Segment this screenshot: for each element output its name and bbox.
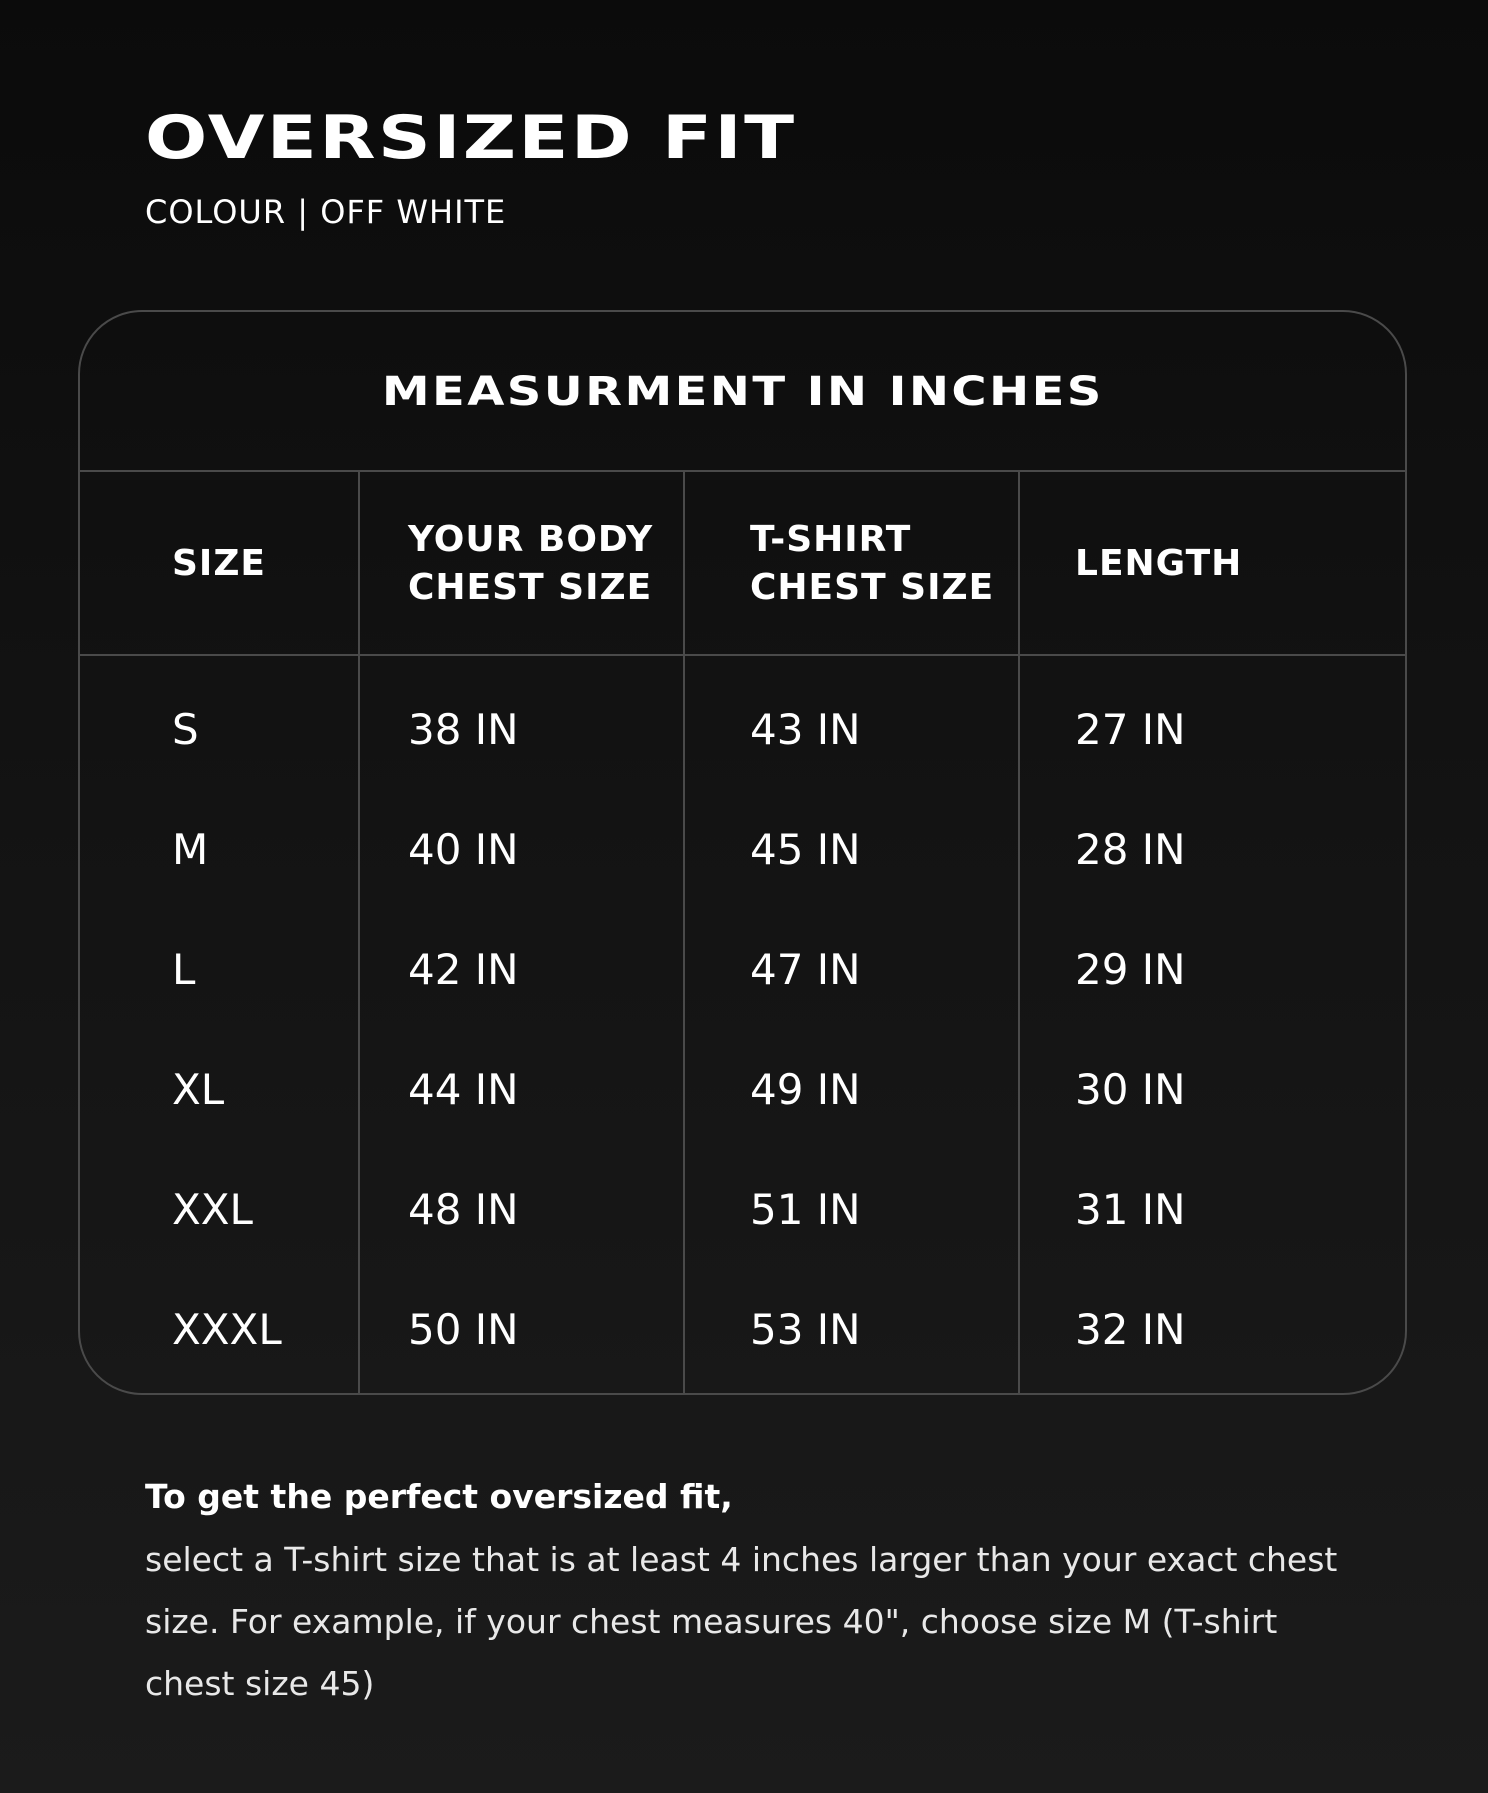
table-row bbox=[80, 1149, 1405, 1269]
length-cell: 28 IN bbox=[1075, 824, 1186, 874]
size-cell: XL bbox=[172, 1064, 225, 1114]
tshirt-chest-cell: 53 IN bbox=[750, 1304, 861, 1354]
length-cell: 29 IN bbox=[1075, 944, 1186, 994]
tshirt-chest-cell: 51 IN bbox=[750, 1184, 861, 1234]
size-cell: L bbox=[172, 944, 196, 994]
tshirt-chest-cell: 43 IN bbox=[750, 704, 861, 754]
length-cell: 30 IN bbox=[1075, 1064, 1186, 1114]
size-cell: S bbox=[172, 704, 199, 754]
size-chart-table bbox=[78, 310, 1407, 1395]
table-row bbox=[80, 789, 1405, 909]
body-chest-cell: 48 IN bbox=[408, 1184, 519, 1234]
length-cell: 27 IN bbox=[1075, 704, 1186, 754]
table-row bbox=[80, 1269, 1405, 1389]
length-cell: 31 IN bbox=[1075, 1184, 1186, 1234]
tshirt-chest-cell: 47 IN bbox=[750, 944, 861, 994]
body-chest-cell: 50 IN bbox=[408, 1304, 519, 1354]
table-row bbox=[80, 669, 1405, 789]
fit-note bbox=[145, 1465, 1375, 1715]
body-chest-cell: 44 IN bbox=[408, 1064, 519, 1114]
colour-label: COLOUR | OFF WHITE bbox=[145, 193, 507, 231]
page-title: OVERSIZED FIT bbox=[145, 103, 797, 173]
table-row bbox=[80, 1029, 1405, 1149]
column-header-body-chest: YOUR BODY CHEST SIZE bbox=[408, 519, 654, 608]
column-header-size: SIZE bbox=[172, 543, 267, 584]
tshirt-chest-cell: 45 IN bbox=[750, 824, 861, 874]
size-cell: XXL bbox=[172, 1184, 253, 1234]
length-cell: 32 IN bbox=[1075, 1304, 1186, 1354]
body-chest-cell: 40 IN bbox=[408, 824, 519, 874]
table-title: MEASURMENT IN INCHES bbox=[381, 369, 1104, 415]
fit-note-heading: To get the perfect oversized fit, bbox=[145, 1477, 733, 1516]
column-header-tshirt-chest: T-SHIRT CHEST SIZE bbox=[750, 519, 995, 608]
table-title-bar bbox=[80, 312, 1405, 472]
fit-note-body: select a T-shirt size that is at least 4 inches larger than your exact chest size. For example, if your chest measures 40", choose size M (T-shirt chest size 45) bbox=[145, 1540, 1338, 1703]
size-cell: XXXL bbox=[172, 1304, 282, 1354]
column-header-length: LENGTH bbox=[1075, 543, 1243, 584]
size-cell: M bbox=[172, 824, 209, 874]
body-chest-cell: 38 IN bbox=[408, 704, 519, 754]
tshirt-chest-cell: 49 IN bbox=[750, 1064, 861, 1114]
table-row bbox=[80, 909, 1405, 1029]
body-chest-cell: 42 IN bbox=[408, 944, 519, 994]
